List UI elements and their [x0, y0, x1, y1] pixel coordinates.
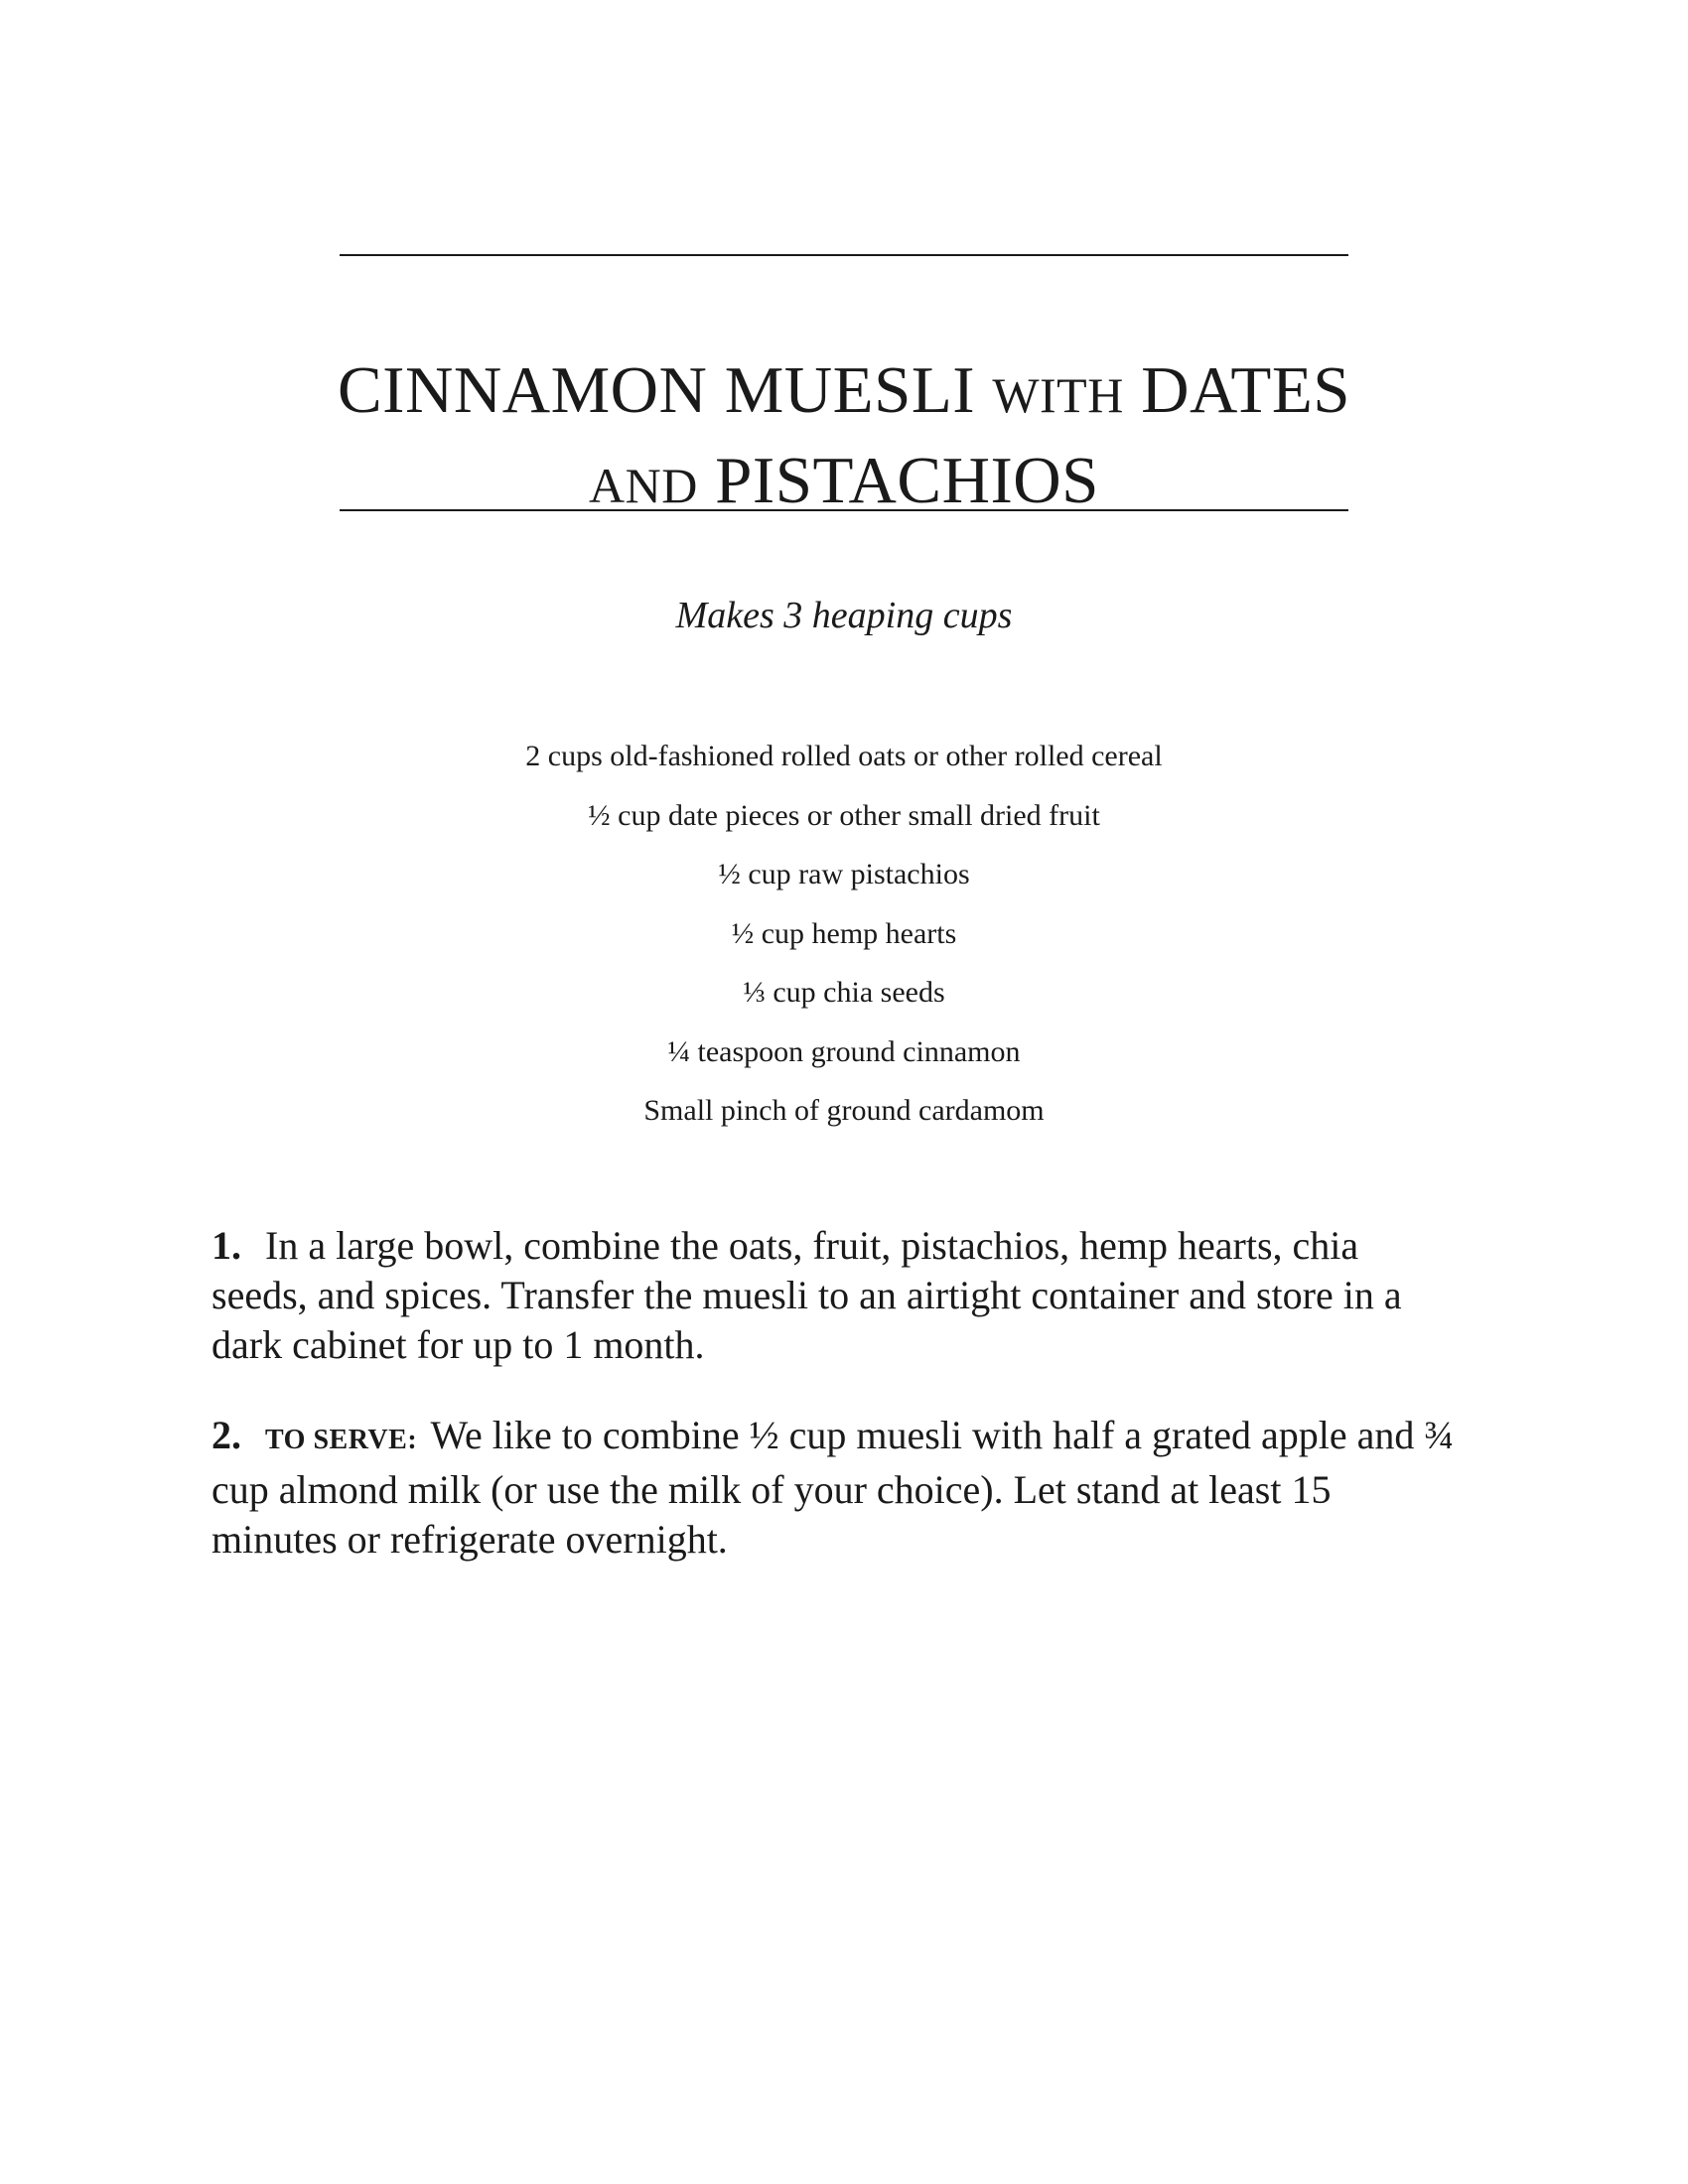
recipe-title	[298, 347, 1390, 528]
title-word-small-2: AND	[589, 457, 698, 513]
recipe-title-line-2	[298, 438, 1390, 528]
recipe-yield: Makes 3 heaping cups	[675, 595, 1013, 636]
ingredient-item: ½ cup raw pistachios	[718, 858, 970, 890]
title-word-main: CINNAMON MUESLI	[337, 352, 976, 427]
method-steps	[211, 1221, 1463, 1605]
method-step-2	[211, 1411, 1463, 1565]
step-lead-in: TO SERVE:	[265, 1425, 418, 1455]
recipe-title-line-1	[298, 347, 1390, 438]
method-step-1	[211, 1221, 1463, 1370]
step-text: We like to combine ½ cup muesli with half a grated apple and ¾ cup almond milk (or use the milk of your choice). Let stand at least 15 minutes or refrigerate overnight.	[211, 1413, 1455, 1562]
title-bottom-rule	[340, 509, 1348, 511]
ingredient-item: ¼ teaspoon ground cinnamon	[667, 1034, 1021, 1068]
title-word-small: WITH	[992, 366, 1124, 423]
title-word-main-2: PISTACHIOS	[715, 443, 1099, 517]
ingredient-item: 2 cups old-fashioned rolled oats or other rolled cereal	[525, 740, 1163, 772]
ingredient-item: ½ cup date pieces or other small dried fruit	[588, 798, 1100, 832]
ingredient-item: Small pinch of ground cardamom	[643, 1094, 1045, 1127]
ingredient-list	[298, 737, 1390, 1151]
step-number: 1.	[211, 1223, 241, 1268]
title-top-rule	[340, 254, 1348, 256]
step-text: In a large bowl, combine the oats, fruit, pistachios, hemp hearts, chia seeds, and spices. Transfer the muesli to an airtight container and store in a dark cabinet for up to 1 month.	[211, 1223, 1402, 1367]
ingredient-item: ⅓ cup chia seeds	[743, 976, 945, 1009]
step-number: 2.	[211, 1413, 241, 1457]
ingredient-item: ½ cup hemp hearts	[731, 916, 957, 950]
title-word-end: DATES	[1141, 352, 1351, 427]
